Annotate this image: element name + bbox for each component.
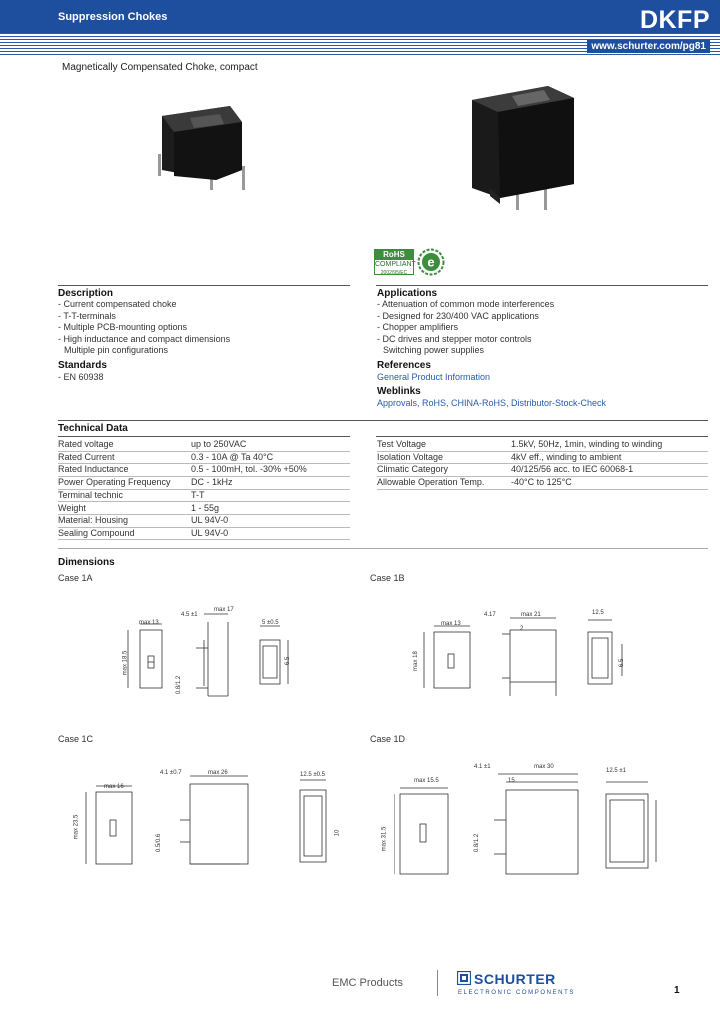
technical-data-row	[377, 451, 708, 465]
case-1c-dim-2: max 26	[208, 770, 228, 776]
footer-division: EMC Products	[332, 977, 403, 989]
case-1d-dim-3: max 15.5	[414, 778, 439, 784]
references-link[interactable]: General Product Information	[377, 372, 491, 382]
technical-data-key: Sealing Compound	[58, 527, 135, 538]
technical-data-value: 1.5kV, 50Hz, 1min, winding to winding	[511, 439, 663, 449]
rule-top-left	[58, 285, 350, 286]
technical-data-key: Climatic Category	[377, 464, 449, 475]
technical-data-row	[58, 476, 350, 490]
footer-separator	[437, 970, 438, 996]
technical-data-key: Material: Housing	[58, 515, 129, 526]
case-1c-dim-7: 10	[334, 829, 341, 837]
technical-data-row	[377, 438, 708, 452]
case-1a-label: Case 1A	[58, 573, 93, 583]
case-1b-dim-3: max 13	[441, 621, 461, 627]
case-1c-dim-3: max 16	[104, 784, 124, 790]
applications-list	[377, 299, 554, 357]
technical-data-value: UL 94V-0	[191, 527, 229, 538]
technical-data-row	[58, 451, 350, 465]
applications-item: - Attenuation of common mode interferences	[377, 299, 555, 309]
case-1c-dim-5: max 23.5	[73, 814, 80, 840]
product-code: DKFP	[639, 6, 710, 34]
technical-data-value: DC - 1kHz	[191, 477, 233, 488]
standards-item: - EN 60938	[58, 372, 104, 382]
choke-photo-small	[150, 104, 250, 196]
technical-data-key: Isolation Voltage	[377, 451, 444, 462]
applications-item: - Chopper amplifiers	[377, 322, 459, 333]
description-item: Multiple pin configurations	[64, 345, 169, 356]
case-1c-label: Case 1C	[58, 734, 94, 744]
applications-item: - Designed for 230/400 VAC applications	[377, 310, 539, 321]
case-1b-dim-7: 6.5	[619, 658, 626, 668]
case-1c-dim-4: 12.5 ±0.5	[300, 772, 325, 778]
technical-data-row	[58, 514, 350, 528]
rohs-badge-directive: 2002/95/EC	[380, 270, 408, 276]
description-item: - Current compensated choke	[58, 299, 177, 309]
technical-data-key: Rated voltage	[58, 439, 114, 449]
case-1a-dim-6: 0.8/1.2	[176, 675, 183, 695]
technical-data-key: Power Operating Frequency	[58, 477, 171, 488]
technical-data-row	[377, 476, 708, 490]
technical-data-row	[58, 502, 350, 516]
case-1c-dim-1: 4.1 ±0.7	[160, 770, 182, 776]
rule-technical-data-bottom	[58, 436, 350, 437]
technical-data-value: 1 - 55g	[191, 502, 220, 513]
description-title: Description	[58, 288, 114, 299]
technical-data-key: Allowable Operation Temp.	[377, 477, 485, 488]
technical-data-row	[58, 463, 350, 477]
case-1d-dim-6: 0.8/1.2	[474, 833, 481, 853]
rule-top-right	[376, 285, 708, 286]
references-title: References	[377, 360, 431, 371]
technical-data-key: Weight	[58, 502, 86, 513]
standards-title: Standards	[58, 360, 107, 371]
case-1b-dim-5: max 18	[412, 651, 419, 671]
rohs-badge-subtitle: COMPLIANT	[375, 261, 416, 268]
technical-data-row	[58, 438, 350, 452]
description-list	[58, 299, 230, 357]
case-1d-dim-4: 15	[508, 778, 515, 784]
case-1a-dim-5: max 18.5	[122, 650, 129, 676]
case-1c-dim-6: 0.5/0.6	[156, 833, 163, 853]
case-1d-dim-5: max 31.5	[381, 826, 388, 852]
technical-data-value: up to 250VAC	[191, 439, 247, 449]
description-item: - T-T-terminals	[58, 310, 116, 321]
case-1d-dim-1: 4.1 ±1	[474, 764, 491, 770]
technical-data-value: -40°C to 125°C	[511, 477, 572, 488]
case-1b-drawing	[410, 604, 640, 704]
choke-photo-large	[456, 84, 582, 214]
technical-data-value: 40/125/56 acc. to IEC 60068-1	[511, 464, 634, 475]
case-1d-drawing	[394, 770, 664, 880]
case-1a-drawing	[100, 600, 300, 710]
rohs-badge	[374, 249, 414, 275]
technical-data-value: 0.3 - 10A @ Ta 40°C	[191, 451, 274, 462]
technical-data-row	[58, 489, 350, 503]
case-1b-label: Case 1B	[370, 573, 405, 583]
case-1a-dim-4: 5 ±0.5	[262, 620, 279, 626]
technical-data-row	[377, 463, 708, 477]
rule-dimensions	[58, 548, 708, 549]
rule-technical-data	[58, 420, 708, 421]
case-1a-dim-2: max 17	[214, 607, 234, 613]
case-1d-dim-2: max 30	[534, 764, 554, 770]
dimensions-title: Dimensions	[58, 557, 115, 568]
description-item: - Multiple PCB-mounting options	[58, 322, 188, 333]
page-number: 1	[674, 985, 680, 996]
case-1b-dim-1: 4.17	[484, 612, 496, 618]
case-1a-dim-3: max 13	[139, 620, 159, 626]
technical-data-value: T-T	[191, 489, 205, 500]
category-title: Suppression Chokes	[58, 11, 168, 23]
case-1d-label: Case 1D	[370, 734, 406, 744]
product-url-link[interactable]: www.schurter.com/pg81	[587, 40, 710, 53]
applications-item: Switching power supplies	[383, 345, 485, 356]
technical-data-key: Terminal technic	[58, 489, 124, 500]
applications-item: - DC drives and stepper motor controls	[377, 333, 532, 344]
weblinks-link[interactable]: Approvals, RoHS, CHINA-RoHS, Distributor-Stock-Check	[377, 398, 607, 408]
technical-data-key: Rated Current	[58, 451, 115, 462]
case-1b-dim-6: 2	[520, 626, 524, 632]
e-mark-icon	[416, 248, 446, 276]
schurter-logo-icon	[457, 971, 471, 985]
case-1a-dim-7: 6.5	[285, 656, 292, 666]
applications-title: Applications	[377, 288, 438, 299]
technical-data-key: Test Voltage	[377, 439, 427, 449]
page-subtitle: Magnetically Compensated Choke, compact	[62, 62, 258, 73]
case-1a-dim-1: 4.5 ±1	[181, 612, 198, 618]
case-1b-dim-4: 12.5	[592, 610, 604, 616]
technical-data-value: 4kV eff., winding to ambient	[511, 451, 622, 462]
footer-tagline: ELECTRONIC COMPONENTS	[458, 990, 575, 996]
case-1d-dim-7: 12.5 ±1	[606, 768, 626, 774]
technical-data-row	[58, 527, 350, 541]
technical-data-key: Rated Inductance	[58, 464, 129, 475]
standards-list	[58, 372, 104, 384]
e-mark-letter: e	[427, 254, 435, 270]
weblinks-title: Weblinks	[377, 386, 421, 397]
technical-data-value: 0.5 - 100mH, tol. -30% +50%	[191, 464, 307, 475]
description-item: - High inductance and compact dimensions	[58, 333, 231, 344]
technical-data-title: Technical Data	[58, 423, 128, 434]
case-1b-dim-2: max 21	[521, 612, 541, 618]
technical-data-value: UL 94V-0	[191, 515, 229, 526]
rule-technical-data-bottom-right	[376, 436, 708, 437]
rohs-badge-title: RoHS	[375, 250, 413, 260]
footer-brand: SCHURTER	[474, 971, 556, 987]
